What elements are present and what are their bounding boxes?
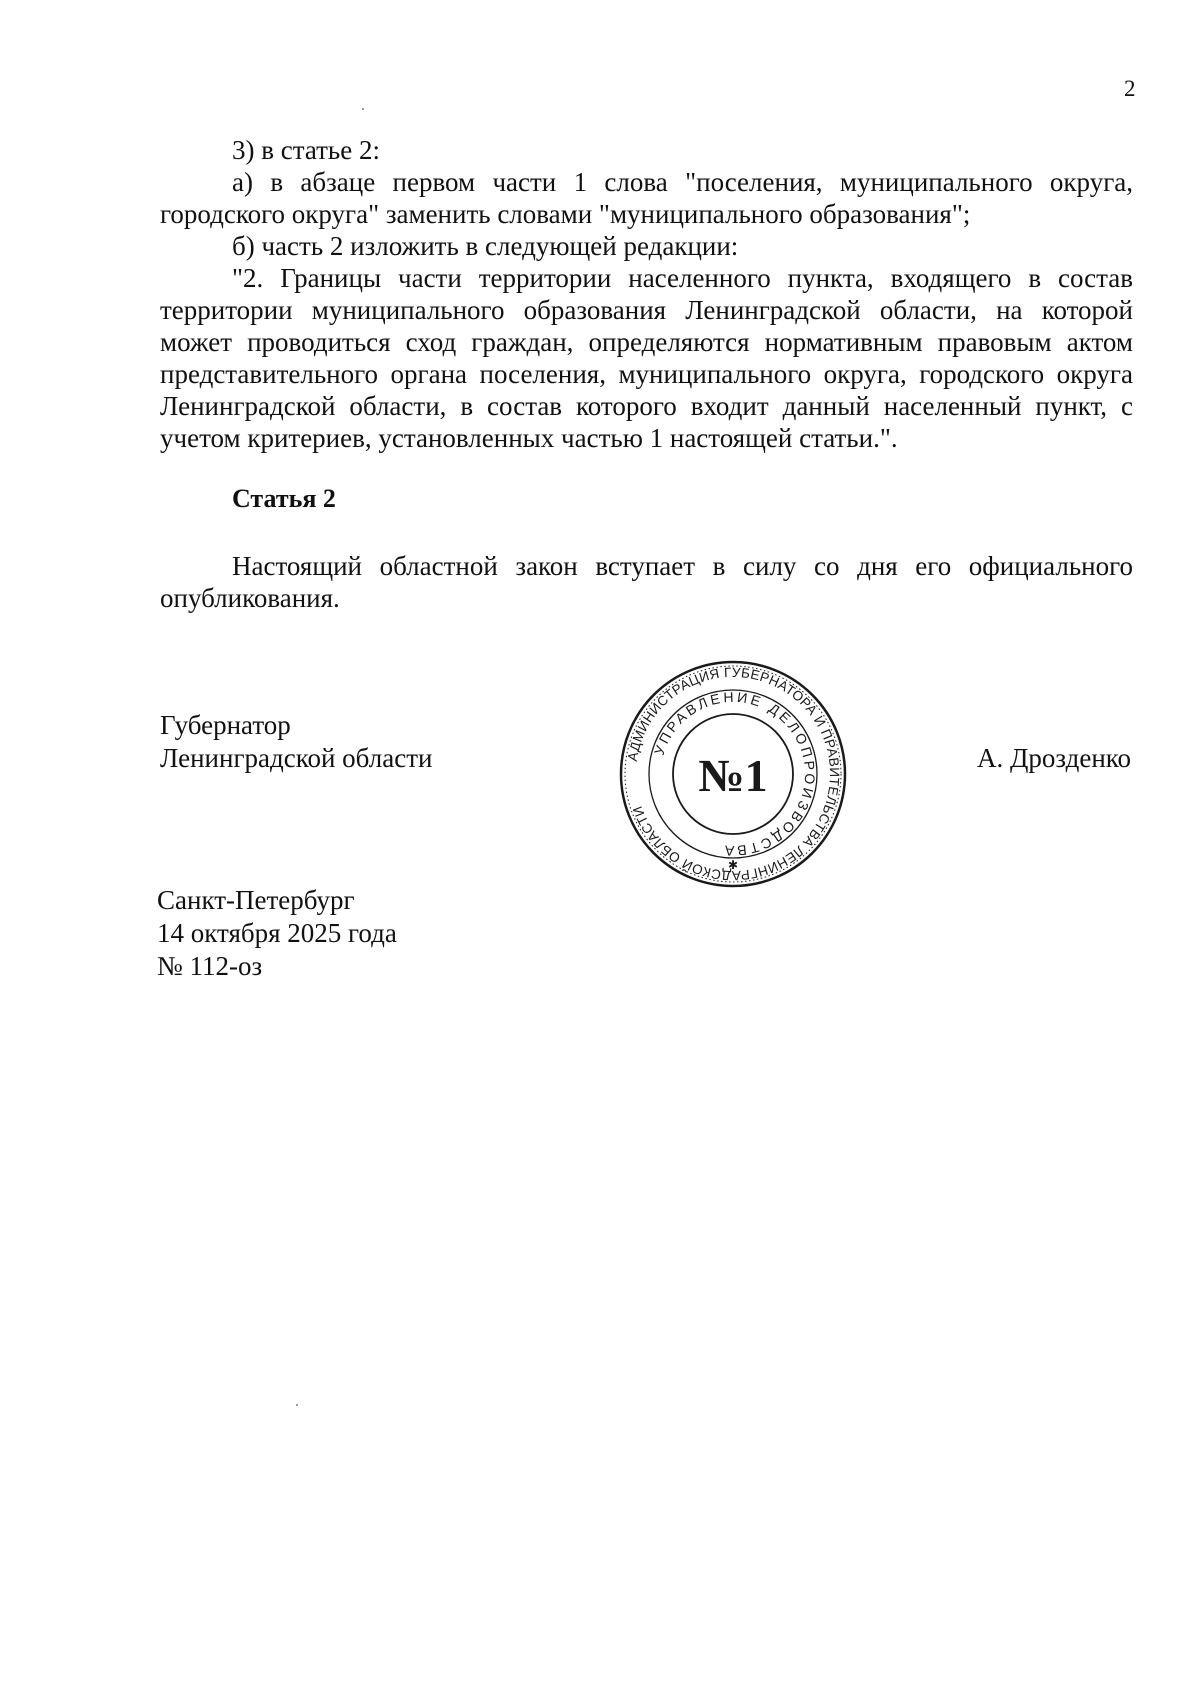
signatory-title — [160, 709, 432, 775]
amendment-sub-a: а) в абзаце первом части 1 слова "поселения, муниципального округа, городского округа" заменить словами "муниципального образования"; — [160, 167, 1133, 229]
amendment-text — [160, 134, 1133, 454]
seal-graphic — [617, 658, 849, 890]
scan-speck — [362, 108, 364, 110]
scan-speck — [296, 1404, 298, 1406]
article-2-heading: Статья 2 — [232, 484, 336, 513]
closing-block — [157, 884, 397, 983]
signatory-title-line2: Ленинградской области — [160, 743, 433, 773]
seal-star-icon: ✱ — [727, 858, 739, 872]
amendment-sub-b: б) часть 2 изложить в следующей редакции: — [232, 231, 739, 261]
article-2-text: Настоящий областной закон вступает в силу со дня его официального опубликования. — [160, 551, 1133, 613]
seal-number: №1 — [698, 750, 768, 801]
page-number: 2 — [1124, 76, 1136, 101]
closing-law-number: № 112-оз — [157, 951, 263, 981]
official-seal — [617, 658, 849, 890]
amendment-item-3: 3) в статье 2: — [232, 135, 380, 165]
closing-city: Санкт-Петербург — [157, 885, 355, 915]
seal-outer-text-path: АДМИНИСТРАЦИЯ ГУБЕРНАТОРА И ПРАВИТЕЛЬСТВА ЛЕНИНГРАДСКОЙ ОБЛАСТИ — [624, 664, 843, 884]
signatory-title-line1: Губернатор — [160, 710, 291, 740]
closing-date: 14 октября 2025 года — [157, 918, 397, 948]
amendment-new-text: "2. Границы части территории населенного пункта, входящего в состав территории муниципального образования Ленинградской области, на которой может проводиться сход граждан, определяются нормативным правовым актом представительного органа поселения, муниципального округа, городского округа Ленинградской области, в состав которого входит данный населенный пункт, с учетом критериев, установленных частью 1 настоящей статьи.". — [160, 263, 1133, 453]
seal-inner-text-path: УПРАВЛЕНИЕ ДЕЛОПРОИЗВОДСТВА — [650, 688, 819, 860]
article-2-body — [160, 550, 1133, 614]
signatory-name: А. Дрозденко — [977, 743, 1132, 773]
